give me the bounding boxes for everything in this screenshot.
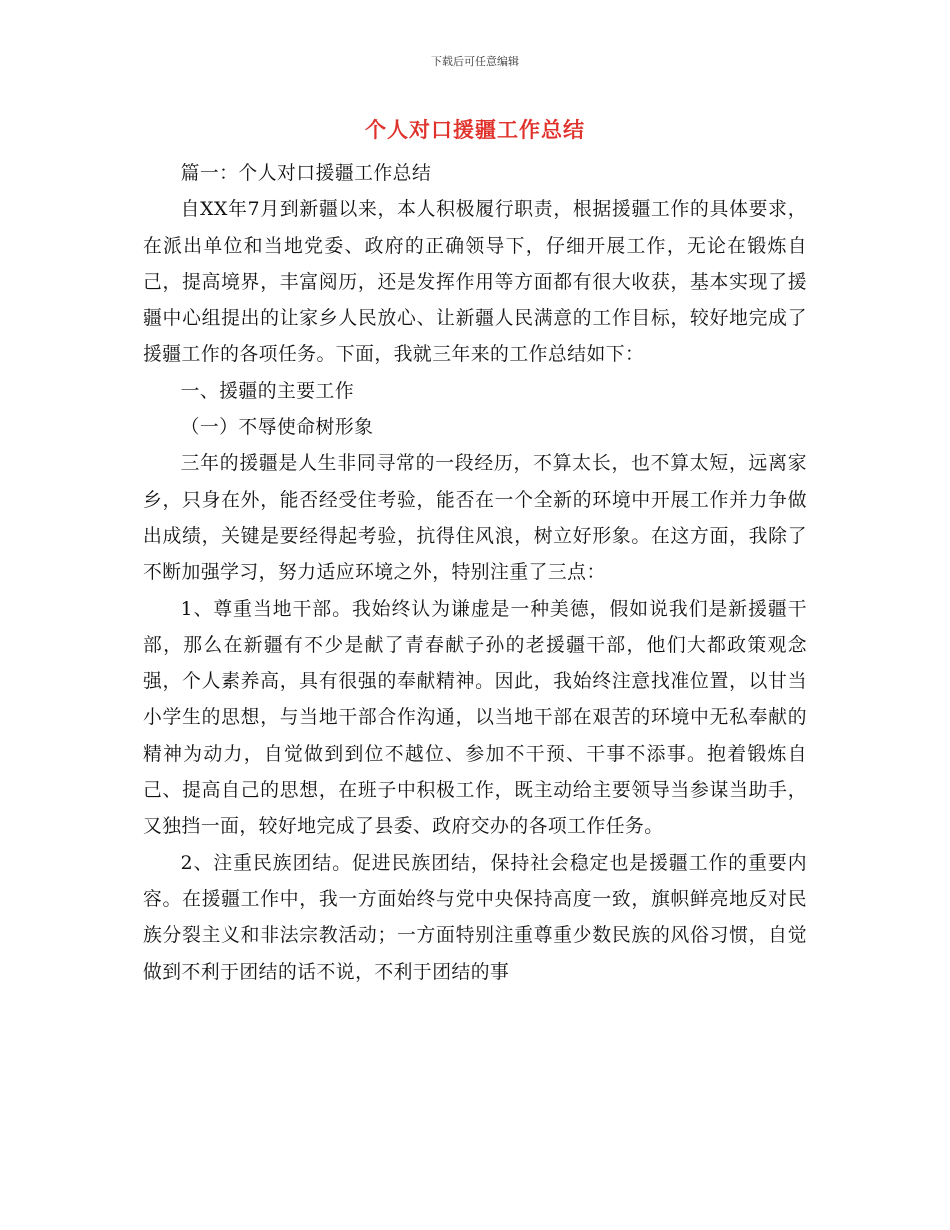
- document-title: 个人对口援疆工作总结: [365, 118, 585, 142]
- section-heading-part-one: 篇一：个人对口援疆工作总结: [180, 163, 432, 184]
- paragraph-respect-local-cadres: 1、尊重当地干部。我始终认为谦虚是一种美德，假如说我们是新援疆干部，那么在新疆有不少是献了青春献子孙的老援疆干部，他们大都政策观念强，个人素养高，具有很强的奉献精神。因此，我始终注意找准位置，以甘当小学生的思想，与当地干部合作沟通，以当地干部在艰苦的环境中无私奉献的精神为动力，自觉做到到位不越位、参加不干预、干事不添事。抱着锻炼自己、提高自己的思想，在班子中积极工作，既主动给主要领导当参谋当助手，又独挡一面，较好地完成了县委、政府交办的各项工作任务。: [143, 598, 807, 838]
- header-note: 下载后可任意编辑: [431, 55, 519, 68]
- paragraph-three-years: 三年的援疆是人生非同寻常的一段经历，不算太长，也不算太短，远离家乡，只身在外，能否经受住考验，能否在一个全新的环境中开展工作并力争做出成绩，关键是要经得起考验，抗得住风浪，树立好形象。在这方面，我除了不断加强学习，努力适应环境之外，特别注重了三点：: [143, 453, 807, 584]
- document-body: [143, 156, 807, 991]
- subsection-heading-mission: （一）不辱使命树形象: [180, 417, 374, 439]
- paragraph-intro: 自XX年7月到新疆以来，本人积极履行职责，根据援疆工作的具体要求，在派出单位和当地党委、政府的正确领导下，仔细开展工作，无论在锻炼自己，提高境界，丰富阅历，还是发挥作用等方面都有很大收获，基本实现了援疆中心组提出的让家乡人民放心、让新疆人民满意的工作目标，较好地完成了援疆工作的各项任务。下面，我就三年来的工作总结如下：: [143, 199, 807, 366]
- paragraph-ethnic-unity: 2、注重民族团结。促进民族团结，保持社会稳定也是援疆工作的重要内容。在援疆工作中，我一方面始终与党中央保持高度一致，旗帜鲜亮地反对民族分裂主义和非法宗教活动；一方面特别注重尊重少数民族的风俗习惯，自觉做到不利于团结的话不说，不利于团结的事: [143, 852, 807, 983]
- section-heading-main-work: 一、援疆的主要工作: [180, 380, 355, 402]
